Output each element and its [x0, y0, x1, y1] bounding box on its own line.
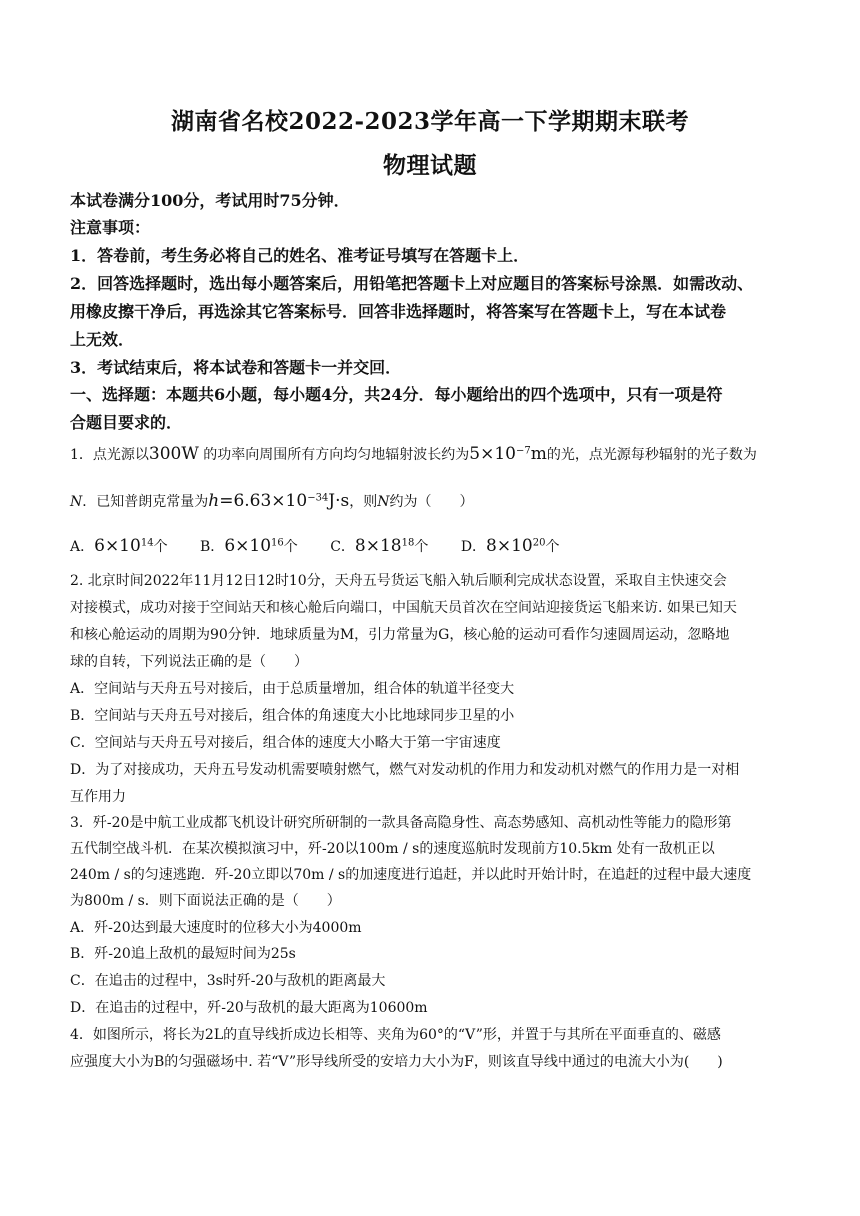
question-3-line: 五代制空战斗机．在某次模拟演习中，歼-20以100m / s的速度巡航时发现前方10.5km 处有一敌机正以	[70, 841, 715, 857]
question-4-line: 4．如图所示，将长为2L的直导线折成边长相等、夹角为60°的“V”形，并置于与其所在平面垂直的、磁感	[70, 1027, 721, 1043]
question-3-line: 3．歼-20是中航工业成都飞机设计研究所研制的一款具备高隐身性、高态势感知、高机动性等能力的隐形第	[70, 815, 732, 831]
notice-item-2-cont: 用橡皮擦干净后，再选涂其它答案标号．回答非选择题时，将答案写在答题卡上，写在本试卷	[70, 302, 727, 321]
question-3-option-b: B．歼-20追上敌机的最短时间为25s	[70, 946, 296, 962]
option-b: B．$6\times 10^{16}$个	[200, 536, 298, 556]
question-2-option-d-cont: 互作用力	[70, 789, 126, 805]
question-2-line: 2. 北京时间2022年11月12日12时10分，天舟五号货运飞船入轨后顺利完成状态设置，采取自主快速交会	[70, 573, 727, 589]
question-2-option-a: A．空间站与天舟五号对接后，由于总质量增加，组合体的轨道半径变大	[70, 681, 515, 697]
question-4-line: 应强度大小为B的匀强磁场中. 若“V”形导线所受的安培力大小为F，则该直导线中通过的电流大小为( )	[70, 1054, 723, 1070]
question-1-options	[70, 536, 794, 556]
option-a: A．$6\times 10^{14}$个	[70, 536, 168, 556]
question-2-line: 和核心舱运动的周期为90分钟．地球质量为M，引力常量为G，核心舱的运动可看作匀速圆周运动，忽略地	[70, 627, 730, 643]
notice-heading: 注意事项：	[70, 218, 151, 237]
exam-info-line: 本试卷满分100分，考试用时75分钟．	[70, 191, 350, 210]
notice-item-2-end: 上无效．	[70, 330, 135, 349]
question-2-line: 对接模式，成功对接于空间站天和核心舱后向端口，中国航天员首次在空间站迎接货运飞船来访. 如果已知天	[70, 600, 737, 616]
question-3-line: 为800m / s．则下面说法正确的是（ ）	[70, 893, 341, 909]
option-c: C．$8\times 18^{18}$个	[330, 536, 429, 556]
question-2-line: 球的自转，下列说法正确的是（ ）	[70, 654, 308, 670]
notice-item-1: 1．答卷前，考生务必将自己的姓名、准考证号填写在答题卡上．	[70, 246, 530, 265]
question-1-line-2: N．已知普朗克常量为$h=6.63\times 10^{-34}J\cdot s$，则N约为（ ）	[70, 491, 474, 511]
notice-item-3: 3．考试结束后，将本试卷和答题卡一并交回．	[70, 358, 402, 377]
notice-item-2: 2．回答选择题时，选出每小题答案后，用铅笔把答题卡上对应题目的答案标号涂黑．如需改动、	[70, 274, 754, 293]
question-2-option-d: D．为了对接成功，天舟五号发动机需要喷射燃气，燃气对发动机的作用力和发动机对燃气的作用力是一对相	[70, 762, 740, 778]
option-d: D．$8\times 10^{20}$个	[460, 536, 560, 556]
page-subtitle: 物理试题	[383, 152, 477, 179]
question-3-option-d: D．在追击的过程中，歼-20与敌机的最大距离为10600m	[70, 1000, 428, 1016]
question-3-line: 240m / s的匀速逃跑．歼-20立即以70m / s的加速度进行追赶，并以此时开始计时，在追赶的过程中最大速度	[70, 867, 752, 883]
page-title: 湖南省名校2022-2023学年高一下学期期末联考	[170, 108, 690, 135]
question-3-option-a: A．歼-20达到最大速度时的位移大小为4000m	[70, 920, 362, 936]
section-heading: 一、选择题：本题共6小题，每小题4分，共24分．每小题给出的四个选项中，只有一项是符	[70, 385, 723, 404]
question-1-line-1: 1．点光源以300W 的功率向周围所有方向均匀地辐射波长约为$5\times 10^{-7}m$的光，点光源每秒辐射的光子数为	[70, 444, 757, 464]
question-2-option-c: C．空间站与天舟五号对接后，组合体的速度大小略大于第一宇宙速度	[70, 735, 501, 751]
question-2-option-b: B．空间站与天舟五号对接后，组合体的角速度大小比地球同步卫星的小	[70, 708, 515, 724]
section-heading-cont: 合题目要求的．	[70, 413, 183, 432]
question-3-option-c: C．在追击的过程中，3s时歼-20与敌机的距离最大	[70, 973, 386, 989]
